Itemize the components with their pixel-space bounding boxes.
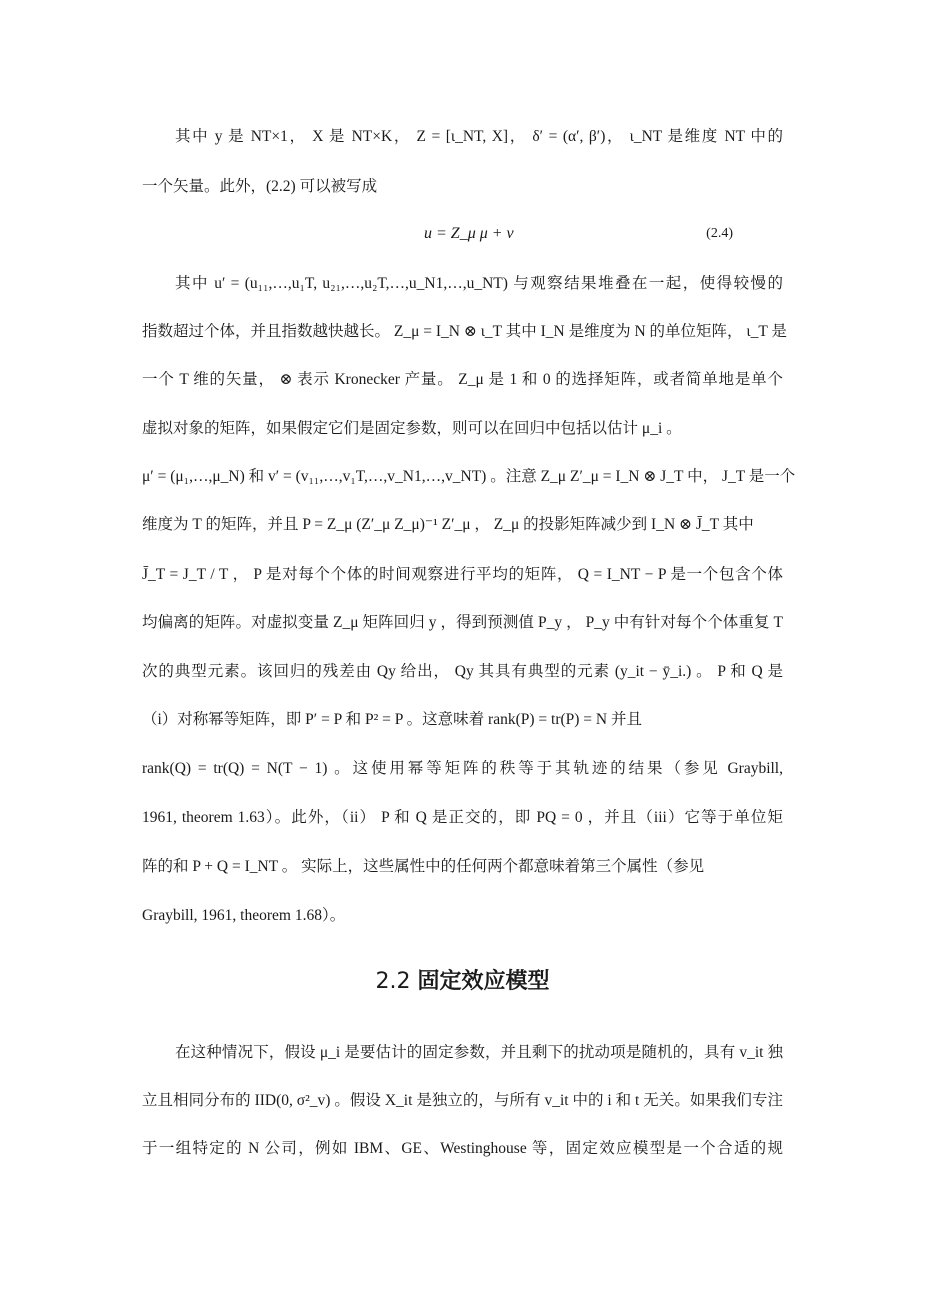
paragraph2-line-5: μ′ = (μ₁,…,μ_N) 和 v′ = (v₁₁,…,v₁T,…,v_N1,…,v_NT) 。注意 Z_μ Z′_μ = I_N ⊗ J_T 中， J_T 是一个: [142, 468, 796, 485]
section-title: 固定效应模型: [417, 969, 550, 994]
paragraph2-line-10: （i）对称幂等矩阵，即 P′ = P 和 P² = P 。这意味着 rank(P) = tr(P) = N 并且: [142, 711, 642, 728]
equation-number: (2.4): [706, 226, 733, 241]
paragraph2-line-9: 次的典型元素。该回归的残差由 Qy 给出， Qy 其具有典型的元素 (y_it − ȳ_i.) 。 P 和 Q 是: [142, 663, 783, 680]
paragraph1-line-2: 一个矢量。此外，(2.2) 可以被写成: [142, 178, 378, 195]
paragraph2-line-14: Graybill, 1961, theorem 1.68）。: [142, 907, 346, 924]
equation-body: u = Z_μ μ + v: [424, 225, 514, 242]
paragraph2-line-12: 1961, theorem 1.63）。此外，（ii） P 和 Q 是正交的，即 PQ = 0 ，并且（iii）它等于单位矩: [142, 809, 783, 826]
paragraph1-line-1: 其中 y 是 NT×1， X 是 NT×K， Z = [ι_NT, X]， δ′ = (α′, β′)， ι_NT 是维度 NT 中的: [175, 128, 783, 145]
paragraph2-line-11: rank(Q) = tr(Q) = N(T − 1) 。这使用幂等矩阵的秩等于其轨迹的结果（参见 Graybill,: [142, 760, 783, 777]
paragraph3-line-3: 于一组特定的 N 公司，例如 IBM、GE、Westinghouse 等，固定效应模型是一个合适的规: [142, 1140, 783, 1157]
paragraph2-line-3: 一个 T 维的矢量， ⊗ 表示 Kronecker 产量。 Z_μ 是 1 和 0 的选择矩阵，或者简单地是单个: [142, 371, 783, 388]
paragraph2-line-6: 维度为 T 的矩阵，并且 P = Z_μ (Z′_μ Z_μ)⁻¹ Z′_μ ， Z_μ 的投影矩阵减少到 I_N ⊗ J̄_T 其中: [142, 516, 754, 533]
paragraph3-line-1: 在这种情况下，假设 μ_i 是要估计的固定参数，并且剩下的扰动项是随机的，具有 v_it 独: [175, 1044, 783, 1061]
equation-2-4: [142, 222, 783, 246]
section-heading: [0, 966, 925, 998]
paragraph2-line-13: 阵的和 P + Q = I_NT 。 实际上，这些属性中的任何两个都意味着第三个属性（参见: [142, 858, 705, 875]
paragraph2-line-8: 均偏离的矩阵。对虚拟变量 Z_μ 矩阵回归 y ，得到预测值 P_y ， P_y 中有针对每个个体重复 T: [142, 614, 783, 631]
paragraph2-line-2: 指数超过个体，并且指数越快越长。 Z_μ = I_N ⊗ ι_T 其中 I_N 是维度为 N 的单位矩阵， ι_T 是: [142, 323, 787, 340]
paragraph2-line-1: 其中 u′ = (u₁₁,…,u₁T, u₂₁,…,u₂T,…,u_N1,…,u_NT) 与观察结果堆叠在一起，使得较慢的: [175, 275, 783, 292]
paragraph2-line-7: J̄_T = J_T / T ， P 是对每个个体的时间观察进行平均的矩阵， Q = I_NT − P 是一个包含个体: [142, 566, 783, 583]
section-number: 2.2: [375, 969, 411, 994]
paragraph2-line-4: 虚拟对象的矩阵，如果假定它们是固定参数，则可以在回归中包括以估计 μ_i 。: [142, 420, 682, 437]
paragraph3-line-2: 立且相同分布的 IID(0, σ²_v) 。假设 X_it 是独立的，与所有 v_it 中的 i 和 t 无关。如果我们专注: [142, 1092, 783, 1109]
